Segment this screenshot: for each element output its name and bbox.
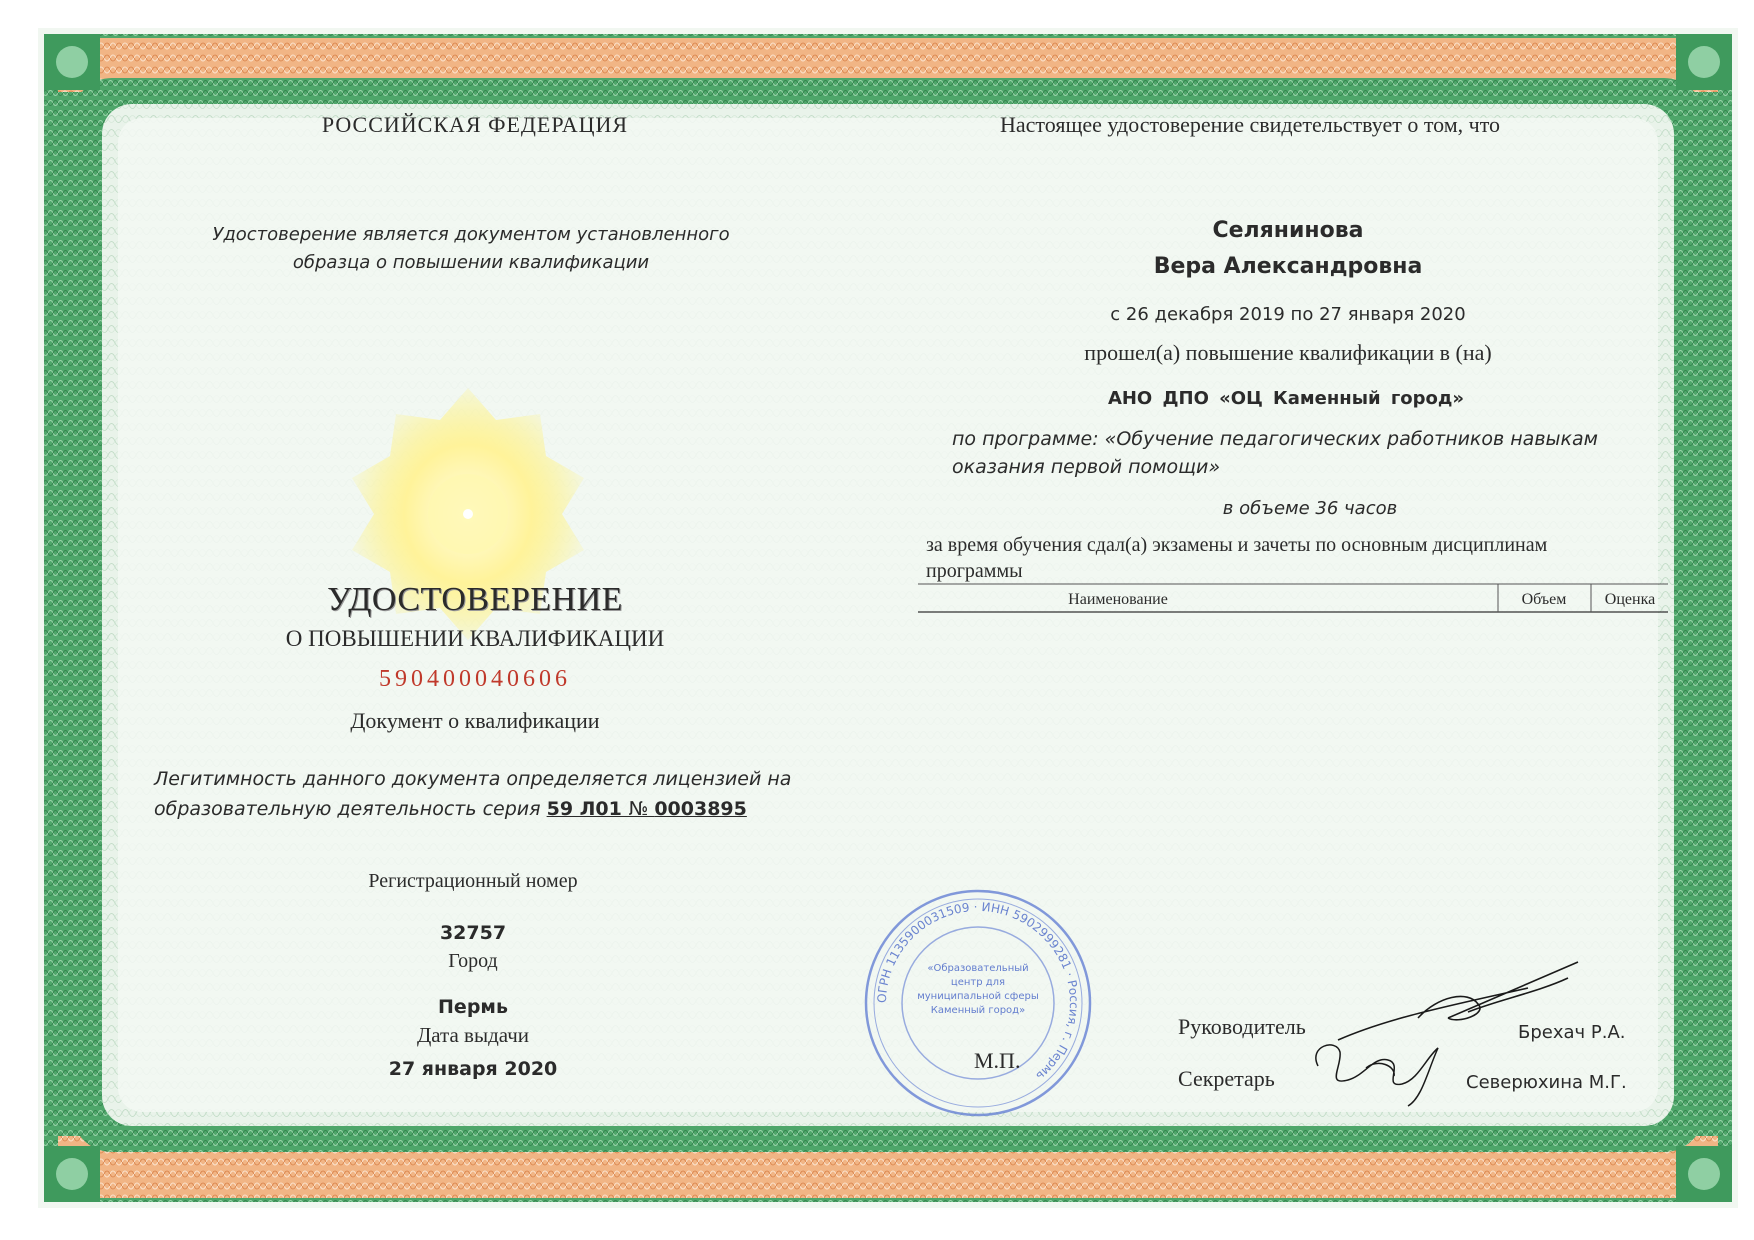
intro-line-2: образца о повышении квалификации: [292, 252, 650, 273]
program-volume: в объеме 36 часов: [1222, 498, 1398, 519]
training-period: с 26 декабря 2019 по 27 января 2020: [1110, 304, 1466, 325]
document-title: УДОСТОВЕРЕНИЕ: [327, 581, 623, 618]
license-number: 0003895: [654, 798, 747, 820]
certificate: [38, 28, 1738, 1208]
document-subtitle: О ПОВЫШЕНИИ КВАЛИФИКАЦИИ: [285, 626, 665, 651]
document-type: Документ о квалификации: [350, 708, 600, 733]
license-prefix: образовательную деятельность серия: [154, 798, 547, 820]
right-heading: Настоящее удостоверение свидетельствует о том, что: [1000, 112, 1501, 137]
head-name: Брехач Р.А.: [1518, 1022, 1626, 1043]
organization-name: АНО ДПО «ОЦ Каменный город»: [1107, 388, 1465, 409]
intro-line-1: Удостоверение является документом установленного: [212, 224, 730, 245]
program-line-1: по программе: «Обучение педагогических работников навыкам: [952, 428, 1598, 450]
exams-line-1: за время обучения сдал(а) экзамены и зачеты по основным дисциплинам: [926, 534, 1548, 556]
table-header-name: Наименование: [1068, 591, 1168, 608]
stamp-center-4: Каменный город»: [930, 1005, 1026, 1016]
table-header-grade: Оценка: [1604, 591, 1656, 608]
holder-given-names: Вера Александровна: [1153, 254, 1423, 279]
completed-text: прошел(а) повышение квалификации в (на): [1084, 340, 1492, 365]
serial-number: 590400040606: [379, 666, 571, 692]
legitimacy-line-1: Легитимность данного документа определяется лицензией на: [154, 768, 792, 790]
head-label: Руководитель: [1178, 1014, 1306, 1039]
secretary-name: Северюхина М.Г.: [1466, 1072, 1627, 1093]
stamp-mp-label: М.П.: [974, 1048, 1021, 1073]
stamp-center-1: «Образовательный: [927, 963, 1029, 974]
city: Пермь: [438, 996, 508, 1018]
handwritten-signatures: [1278, 948, 1598, 1108]
secretary-label: Секретарь: [1178, 1066, 1275, 1091]
reg-number: 32757: [439, 922, 507, 944]
country-heading: РОССИЙСКАЯ ФЕДЕРАЦИЯ: [321, 112, 629, 137]
city-label: Город: [448, 950, 498, 972]
stamp-center-2: центр для: [950, 977, 1006, 988]
reg-label: Регистрационный номер: [368, 870, 578, 892]
issue-date-label: Дата выдачи: [416, 1023, 530, 1047]
license-series: 59 Л01: [546, 798, 629, 820]
license-no-sign: №: [628, 798, 655, 820]
stamp-ring-text: ОГРН 1135900031509 · ИНН 5902999281 · Россия, г. Пермь: [874, 899, 1082, 1084]
program-line-2: оказания первой помощи»: [952, 456, 1221, 478]
issue-date: 27 января 2020: [388, 1058, 558, 1080]
stamp-center-3: муниципальной сферы: [917, 991, 1039, 1002]
table-header-volume: Объем: [1521, 591, 1567, 608]
exams-line-2: программы: [926, 560, 1023, 582]
holder-surname: Селянинова: [1212, 218, 1364, 243]
legitimacy-line-2: [154, 798, 747, 820]
official-stamp: [858, 883, 1098, 1123]
